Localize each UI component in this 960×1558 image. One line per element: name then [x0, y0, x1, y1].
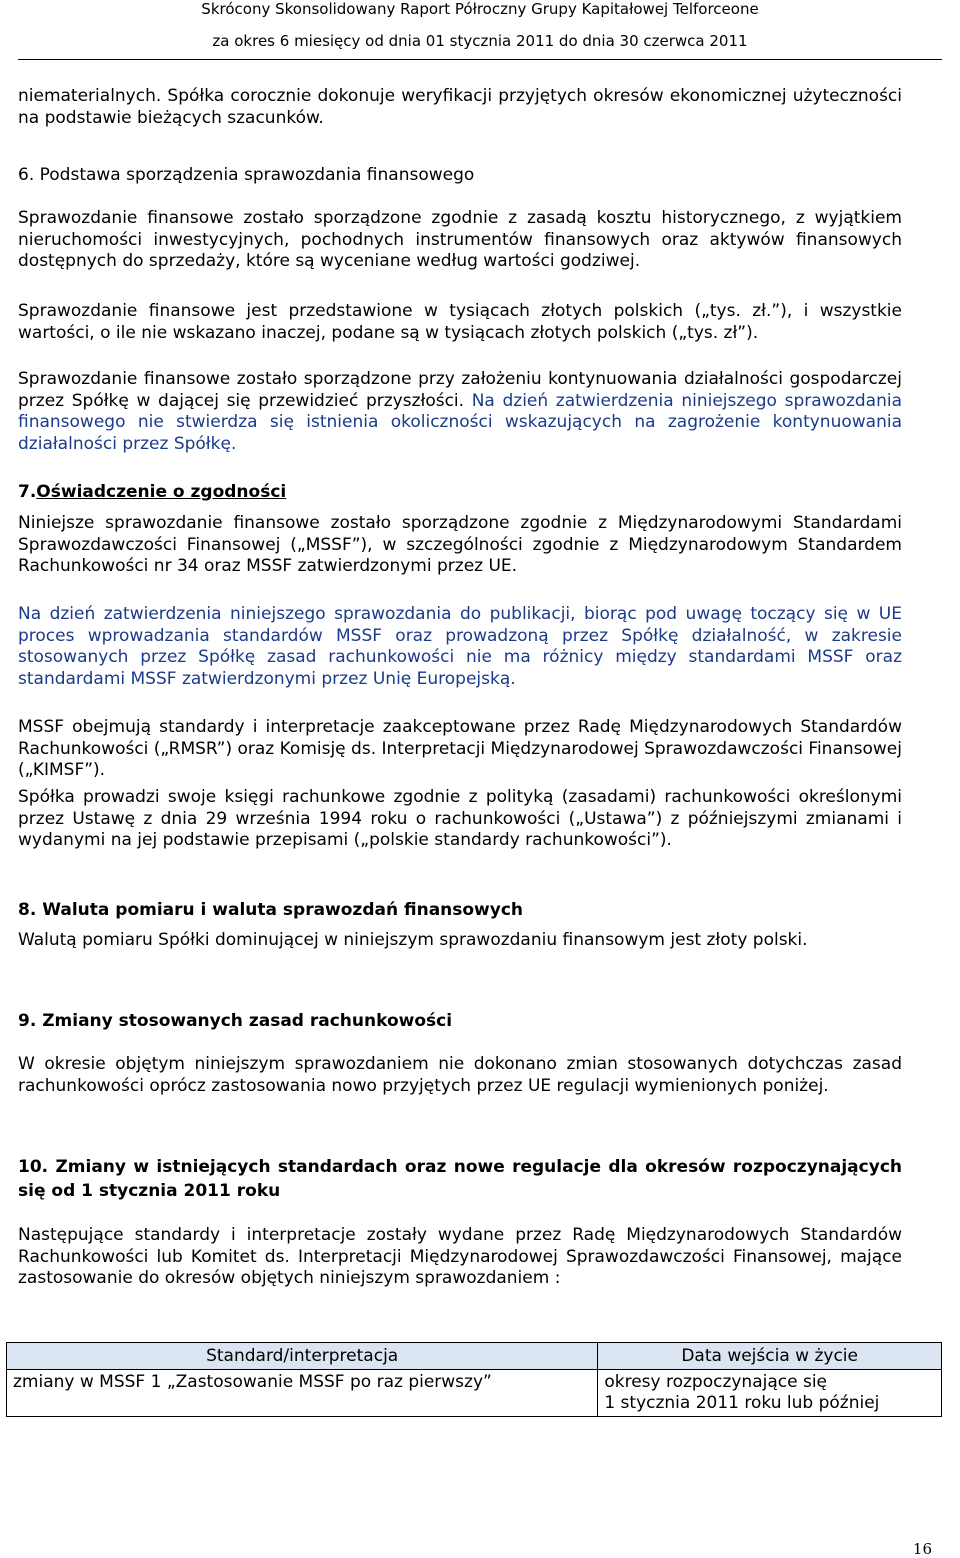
page-number: 16 — [912, 1540, 932, 1558]
section-10-paragraph-1: Następujące standardy i interpretacje zostały wydane przez Radę Międzynarodowych Standardów Rachunkowości lub Komitet ds. Interpretacji Międzynarodowej Sprawozdawczości Finansowej, mające zastosowanie do okresów objętych niniejszym sprawozdaniem : — [18, 1225, 902, 1288]
section-7-paragraph-1: Niniejsze sprawozdanie finansowe zostało sporządzone zgodnie z Międzynarodowymi Standardami Sprawozdawczości Finansowej („MSSF”), w szczególności zgodnie z Międzynarodowym Standardem Rachunkowości nr 34 oraz MSSF zatwierdzonymi przez UE. — [18, 513, 902, 576]
going-concern-sentence: Sprawozdanie finansowe zostało sporządzone przy założeniu kontynuowania działalności gospodarczej przez Spółkę w dającej się przewidzieć przyszłości. — [18, 369, 902, 411]
section-7-heading — [18, 480, 902, 504]
section-10-heading: 10. Zmiany w istniejących standardach oraz nowe regulacje dla okresów rozpoczynających się od 1 stycznia 2011 roku — [18, 1157, 902, 1201]
intro-paragraph: niematerialnych. Spółka corocznie dokonuje weryfikacji przyjętych okresów ekonomicznej użyteczności na podstawie bieżących szacunków. — [18, 86, 902, 128]
section-9-paragraph-1: W okresie objętym niniejszym sprawozdaniem nie dokonano zmian stosowanych dotychczas zasad rachunkowości oprócz zastosowania nowo przyjętych przez UE regulacji wymienionych poniżej. — [18, 1054, 902, 1096]
section-9-heading: 9. Zmiany stosowanych zasad rachunkowości — [18, 1011, 453, 1031]
section-6-heading: 6. Podstawa sporządzenia sprawozdania finansowego — [18, 165, 475, 185]
table-cell-date — [598, 1370, 942, 1417]
table-row — [7, 1370, 942, 1417]
section-6-paragraph-2: Sprawozdanie finansowe jest przedstawione w tysiącach złotych polskich („tys. zł.”), i wszystkie wartości, o ile nie wskazano inaczej, podane są w tysiącach złotych polskich („tys. zł”). — [18, 301, 902, 343]
date-line-2: 1 stycznia 2011 roku lub później — [604, 1393, 880, 1413]
table-header-date: Data wejścia w życie — [598, 1343, 942, 1370]
section-7-number: 7. — [18, 482, 37, 502]
section-8-heading: 8. Waluta pomiaru i waluta sprawozdań finansowych — [18, 900, 524, 920]
table-header-standard: Standard/interpretacja — [7, 1343, 598, 1370]
section-7-paragraph-2: Na dzień zatwierdzenia niniejszego sprawozdania do publikacji, biorąc pod uwagę toczący się w UE proces wprowadzania standardów MSSF oraz prowadzoną przez Spółkę działalność, w zakresie stosowanych przez Spółkę zasad rachunkowości nie ma różnicy między standardami MSSF oraz standardami MSSF zatwierdzonymi przez Unię Europejską. — [18, 604, 902, 689]
table-cell-standard: zmiany w MSSF 1 „Zastosowanie MSSF po raz pierwszy” — [7, 1370, 598, 1417]
section-8-paragraph-1: Walutą pomiaru Spółki dominującej w niniejszym sprawozdaniu finansowym jest złoty polski. — [18, 930, 808, 950]
header-divider — [18, 59, 942, 60]
standards-table — [6, 1342, 942, 1417]
approval-sentence: Na dzień zatwierdzenia niniejszego sprawozdania finansowego nie stwierdza się istnienia okoliczności wskazujących na zagrożenie kontynuowania działalności przez Spółkę. — [18, 390, 902, 454]
section-7-paragraph-3: MSSF obejmują standardy i interpretacje zaakceptowane przez Radę Międzynarodowych Standardów Rachunkowości („RMSR”) oraz Komisję ds. Interpretacji Międzynarodowej Sprawozdawczości Finansowej („KIMSF”). — [18, 717, 902, 780]
report-period: za okres 6 miesięcy od dnia 01 stycznia 2011 do dnia 30 czerwca 2011 — [212, 32, 748, 50]
table-header-row — [7, 1343, 942, 1370]
section-6-paragraph-1: Sprawozdanie finansowe zostało sporządzone zgodnie z zasadą kosztu historycznego, z wyjątkiem nieruchomości inwestycyjnych, pochodnych instrumentów finansowych oraz aktywów finansowych dostępnych do sprzedaży, które są wyceniane według wartości godziwej. — [18, 208, 902, 271]
date-line-1: okresy rozpoczynające się — [604, 1372, 828, 1392]
section-7-title: Oświadczenie o zgodności — [36, 482, 287, 502]
section-6-paragraph-3 — [18, 369, 902, 455]
section-7-paragraph-4: Spółka prowadzi swoje księgi rachunkowe zgodnie z polityką (zasadami) rachunkowości określonymi przez Ustawę z dnia 29 września 1994 roku o rachunkowości („Ustawa”) z późniejszymi zmianami i wydanymi na jej podstawie przepisami („polskie standardy rachunkowości”). — [18, 787, 902, 850]
report-title: Skrócony Skonsolidowany Raport Półroczny Grupy Kapitałowej Telforceone — [201, 0, 759, 18]
